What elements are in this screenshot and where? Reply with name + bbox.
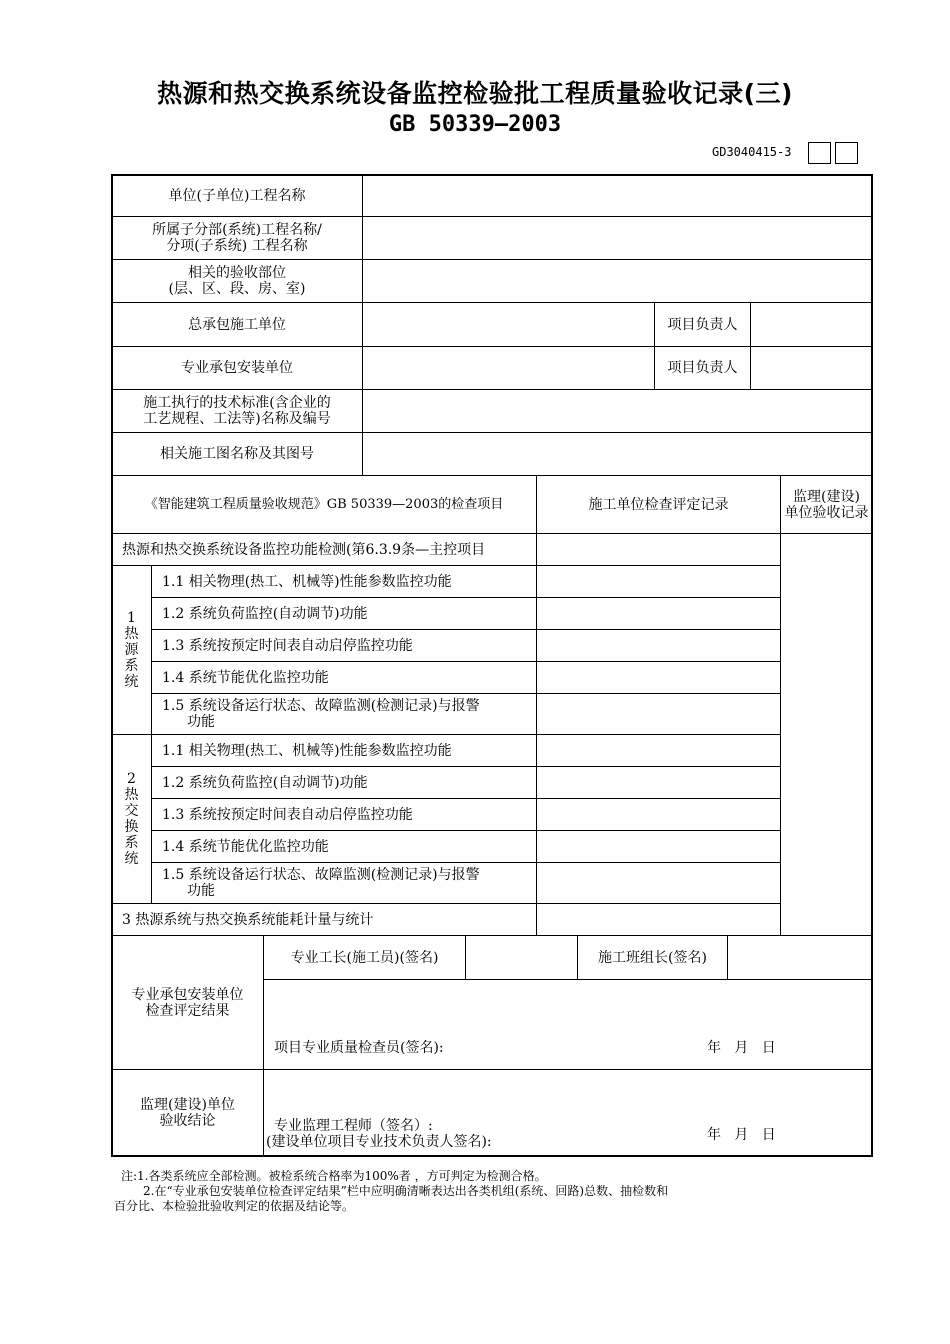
heat-exchange-record-2[interactable]: [537, 767, 780, 798]
heat-exchange-item-4: 1.4 系统节能优化监控功能: [162, 838, 329, 855]
supervisor-record-header: 监理(建设) 单位验收记录: [784, 488, 869, 521]
note-line-3: 百分比、本检验批验收判定的依据及结论等。: [114, 1199, 355, 1213]
supervisor-record-field[interactable]: [781, 534, 872, 935]
standard-code: GB 50339—2003: [388, 112, 562, 137]
general-contractor-label: 总承包施工单位: [188, 316, 286, 333]
group-heat-source-label: 1 热 源 系 统: [124, 610, 139, 690]
energy-metering-item: 3 热源系统与热交换系统能耗计量与统计: [122, 911, 374, 928]
form-code: GD3040415-3: [712, 145, 792, 159]
supervisor-date: 年 月 日: [707, 1127, 776, 1143]
heat-source-record-5[interactable]: [537, 694, 780, 734]
supervisor-conclusion-label: 监理(建设)单位 验收结论: [140, 1097, 235, 1129]
sub-project-field[interactable]: [363, 217, 872, 259]
supervising-engineer-label: 专业监理工程师（签名）:: [274, 1118, 433, 1134]
technical-standard-field[interactable]: [363, 390, 872, 432]
quality-inspector-label: 项目专业质量检查员(签名):: [274, 1040, 444, 1056]
heat-exchange-record-1[interactable]: [537, 735, 780, 766]
contractor-record-header: 施工单位检查评定记录: [588, 496, 729, 513]
note-line-2: 2.在“专业承包安装单位检查评定结果”栏中应明确清晰表达出各类机组(系统、回路)总数、抽检数和: [143, 1184, 669, 1198]
project-manager-field-1[interactable]: [751, 303, 872, 346]
heat-exchange-item-1: 1.1 相关物理(热工、机械等)性能参数监控功能: [162, 742, 452, 759]
subcontractor-field[interactable]: [363, 347, 654, 389]
drawings-label: 相关施工图名称及其图号: [160, 446, 314, 462]
technical-standard-label: 施工执行的技术标准(含企业的 工艺规程、工法等)名称及编号: [143, 395, 331, 427]
heat-source-item-1: 1.1 相关物理(热工、机械等)性能参数监控功能: [162, 573, 452, 590]
main-control-item: 热源和热交换系统设备监控功能检测(第6.3.9条—主控项目: [122, 541, 486, 558]
form-code-box-2[interactable]: [835, 142, 858, 164]
heat-source-record-4[interactable]: [537, 662, 780, 693]
contractor-result-label: 专业承包安装单位 检查评定结果: [131, 986, 244, 1019]
check-items-header: 《智能建筑工程质量验收规范》GB 50339—2003的检查项目: [144, 496, 504, 512]
heat-exchange-item-3: 1.3 系统按预定时间表自动启停监控功能: [162, 806, 413, 823]
location-label: 相关的验收部位 (层、区、段、房、室): [168, 265, 306, 297]
drawings-field[interactable]: [363, 433, 872, 475]
foreman-label: 专业工长(施工员)(签名): [290, 949, 439, 966]
owner-representative-label: (建设单位项目专业技术负责人签名):: [266, 1134, 492, 1150]
team-leader-signature[interactable]: [728, 936, 872, 979]
heat-exchange-item-2: 1.2 系统负荷监控(自动调节)功能: [162, 774, 368, 791]
group-heat-exchange-label: 2 热 交 换 系 统: [124, 771, 139, 867]
heat-exchange-record-5[interactable]: [537, 863, 780, 903]
general-contractor-field[interactable]: [363, 303, 654, 346]
heat-source-record-3[interactable]: [537, 630, 780, 661]
heat-exchange-item-5: 1.5 系统设备运行状态、故障监测(检测记录)与报警 功能: [162, 867, 480, 899]
subcontractor-label: 专业承包安装单位: [181, 360, 293, 376]
location-field[interactable]: [363, 260, 872, 302]
energy-metering-record[interactable]: [537, 904, 780, 935]
project-manager-label-1: 项目负责人: [667, 316, 738, 333]
foreman-signature[interactable]: [466, 936, 577, 979]
heat-source-item-4: 1.4 系统节能优化监控功能: [162, 669, 329, 686]
project-manager-label-2: 项目负责人: [667, 360, 738, 376]
unit-project-field[interactable]: [363, 175, 872, 216]
unit-project-label: 单位(子单位)工程名称: [168, 187, 306, 204]
heat-source-item-2: 1.2 系统负荷监控(自动调节)功能: [162, 605, 368, 622]
sub-project-label: 所属子分部(系统)工程名称/ 分项(子系统) 工程名称: [152, 222, 322, 254]
heat-source-record-1[interactable]: [537, 566, 780, 597]
heat-source-record-2[interactable]: [537, 598, 780, 629]
main-control-record[interactable]: [537, 534, 780, 565]
heat-exchange-record-4[interactable]: [537, 831, 780, 862]
heat-source-item-3: 1.3 系统按预定时间表自动启停监控功能: [162, 637, 413, 654]
project-manager-field-2[interactable]: [751, 347, 872, 389]
contractor-date: 年 月 日: [707, 1040, 776, 1056]
note-line-1: 注:1.各类系统应全部检测。被检系统合格率为100%者 ，方可判定为检测合格。: [121, 1169, 547, 1183]
heat-exchange-record-3[interactable]: [537, 799, 780, 830]
form-code-box-1[interactable]: [808, 142, 831, 164]
heat-source-item-5: 1.5 系统设备运行状态、故障监测(检测记录)与报警 功能: [162, 698, 480, 730]
team-leader-label: 施工班组长(签名): [598, 949, 707, 966]
page-title: 热源和热交换系统设备监控检验批工程质量验收记录(三): [157, 79, 793, 108]
